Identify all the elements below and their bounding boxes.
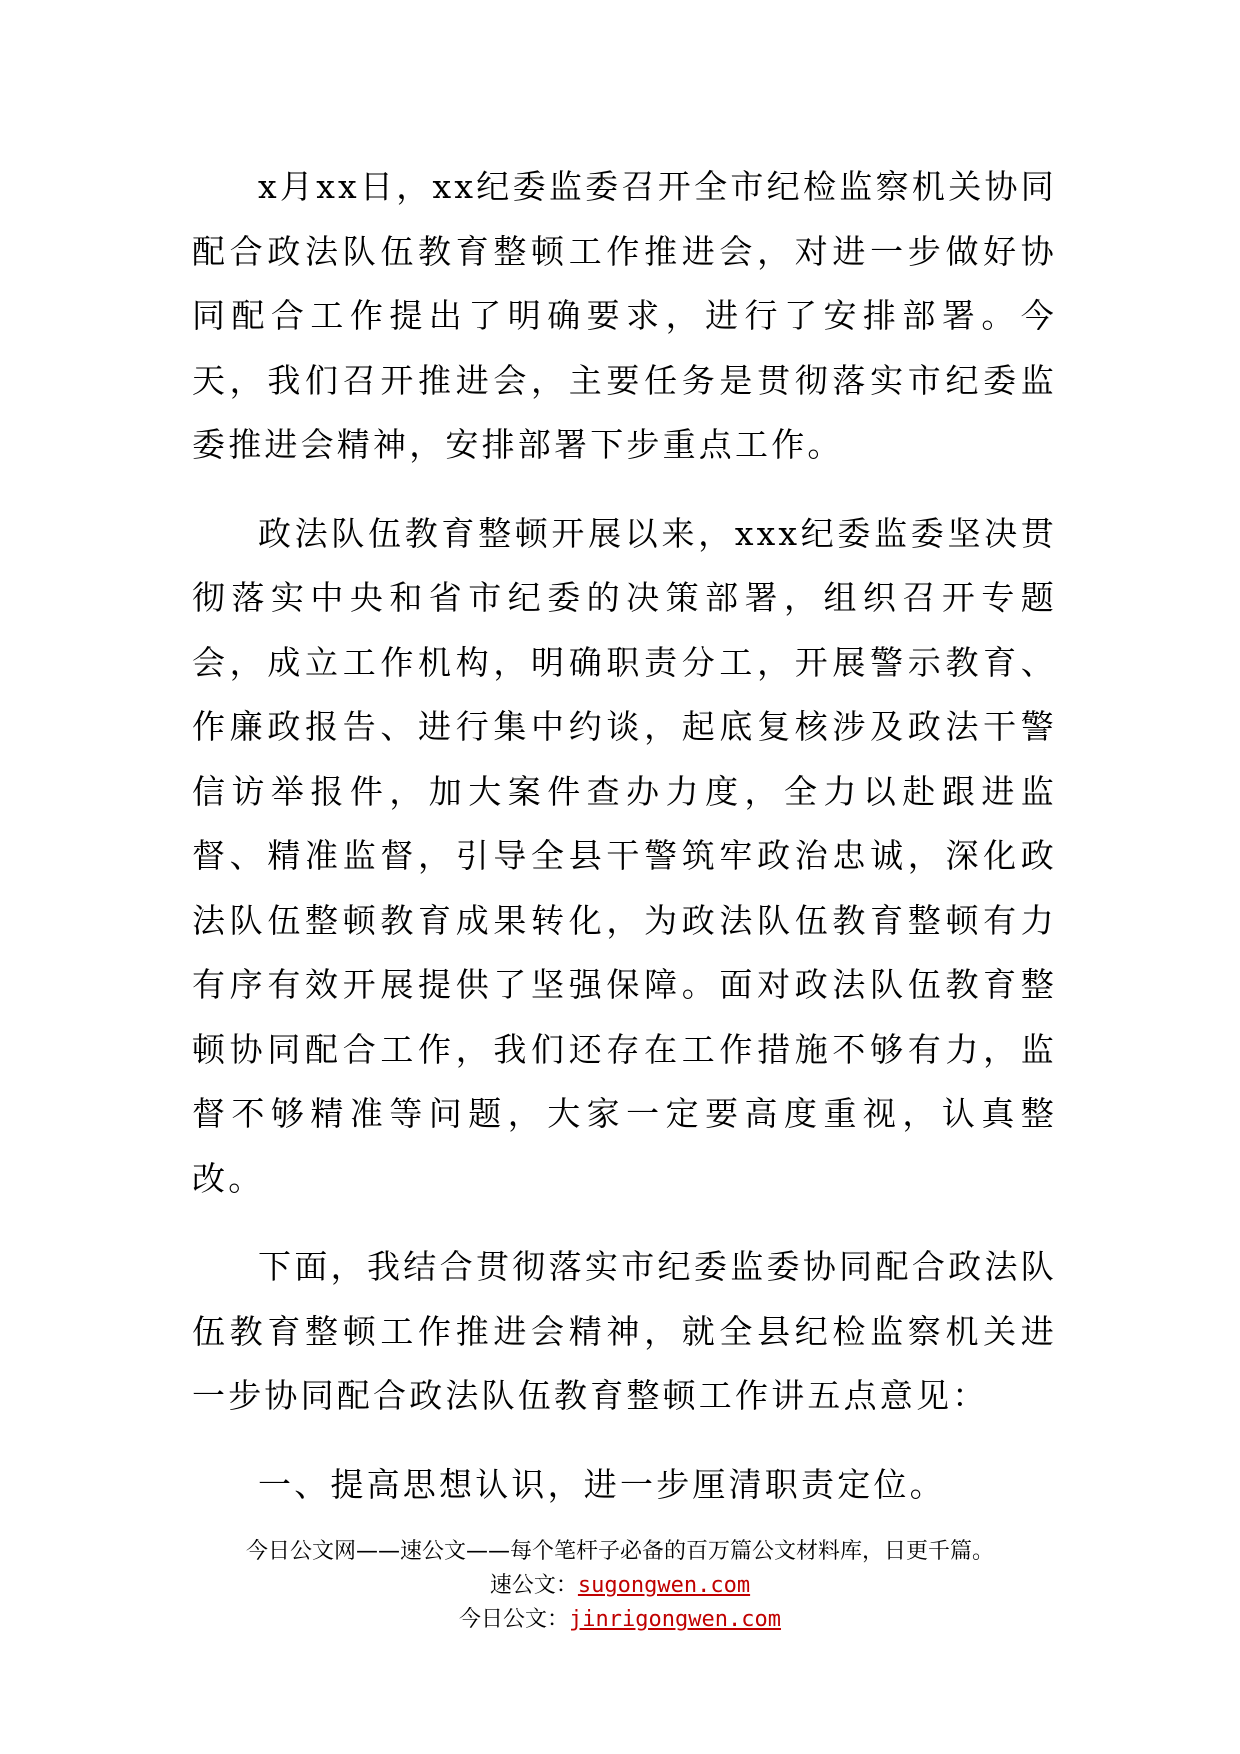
section-heading-1: 一、提高思想认识，进一步厘清职责定位。 [258, 1464, 946, 1504]
footer-site-2 [0, 1603, 1240, 1637]
footer-site-2-label: 今日公文： [459, 1607, 570, 1632]
footer-tagline: 今日公文网——速公文——每个笔杆子必备的百万篇公文材料库，日更千篇。 [245, 1539, 994, 1564]
footer-site-1 [0, 1569, 1240, 1603]
footer-site-1-link[interactable]: sugongwen.com [577, 1573, 751, 1598]
document-body [192, 155, 1057, 1517]
footer-site-2-link[interactable]: jinrigongwen.com [569, 1607, 781, 1632]
footer [0, 1535, 1240, 1637]
paragraph-3: 下面，我结合贯彻落实市纪委监委协同配合政法队伍教育整顿工作推进会精神，就全县纪检监察机关进一步协同配合政法队伍教育整顿工作讲五点意见： [192, 1247, 1057, 1415]
footer-site-1-label: 速公文： [489, 1573, 578, 1598]
paragraph-1: x月xx日，xx纪委监委召开全市纪检监察机关协同配合政法队伍教育整顿工作推进会，对进一步做好协同配合工作提出了明确要求，进行了安排部署。今天，我们召开推进会，主要任务是贯彻落实市纪委监委推进会精神，安排部署下步重点工作。 [192, 167, 1057, 464]
paragraph-2: 政法队伍教育整顿开展以来，xxx纪委监委坚决贯彻落实中央和省市纪委的决策部署，组织召开专题会，成立工作机构，明确职责分工，开展警示教育、作廉政报告、进行集中约谈，起底复核涉及政法干警信访举报件，加大案件查办力度，全力以赴跟进监督、精准监督，引导全县干警筑牢政治忠诚，深化政法队伍整顿教育成果转化，为政法队伍教育整顿有力有序有效开展提供了坚强保障。面对政法队伍教育整顿协同配合工作，我们还存在工作措施不够有力，监督不够精准等问题，大家一定要高度重视，认真整改。 [192, 513, 1057, 1198]
